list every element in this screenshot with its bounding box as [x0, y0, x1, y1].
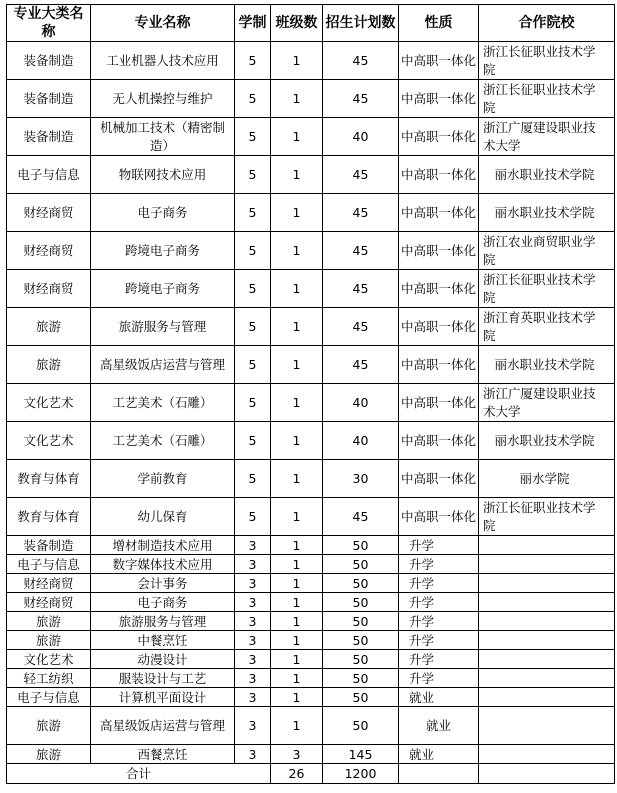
- classes-cell: 1: [271, 688, 323, 707]
- classes-cell: 1: [271, 555, 323, 574]
- major-cell: 中餐烹饪: [91, 631, 235, 650]
- years-cell: 3: [235, 707, 271, 745]
- major-cell: 旅游服务与管理: [91, 308, 235, 346]
- school-cell: [479, 707, 615, 745]
- plan-cell: 45: [323, 498, 399, 536]
- school-cell: 丽水学院: [479, 460, 615, 498]
- type-cell: 中高职一体化: [399, 80, 479, 118]
- major-cell: 动漫设计: [91, 650, 235, 669]
- years-cell: 3: [235, 669, 271, 688]
- school-cell: 浙江长征职业技术学院: [479, 270, 615, 308]
- type-cell: 中高职一体化: [399, 42, 479, 80]
- school-cell: [479, 631, 615, 650]
- table-row: [7, 593, 615, 612]
- category-cell: 文化艺术: [7, 422, 91, 460]
- school-cell: [479, 745, 615, 764]
- classes-cell: 1: [271, 631, 323, 650]
- classes-cell: 1: [271, 270, 323, 308]
- years-cell: 5: [235, 270, 271, 308]
- type-cell: 升学: [399, 536, 479, 555]
- type-cell: 中高职一体化: [399, 118, 479, 156]
- type-cell: 中高职一体化: [399, 270, 479, 308]
- major-cell: 增材制造技术应用: [91, 536, 235, 555]
- school-cell: [479, 669, 615, 688]
- major-cell: 电子商务: [91, 194, 235, 232]
- plan-cell: 145: [323, 745, 399, 764]
- table-row: [7, 422, 615, 460]
- table-body: [7, 42, 615, 764]
- type-cell: 升学: [399, 631, 479, 650]
- category-cell: 教育与体育: [7, 460, 91, 498]
- table-row: [7, 536, 615, 555]
- plan-cell: 40: [323, 118, 399, 156]
- plan-cell: 45: [323, 270, 399, 308]
- major-cell: 高星级饭店运营与管理: [91, 346, 235, 384]
- years-cell: 5: [235, 80, 271, 118]
- school-cell: 浙江农业商贸职业学院: [479, 232, 615, 270]
- major-cell: 数字媒体技术应用: [91, 555, 235, 574]
- school-cell: 浙江广厦建设职业技术大学: [479, 118, 615, 156]
- category-cell: 电子与信息: [7, 688, 91, 707]
- category-cell: 旅游: [7, 346, 91, 384]
- school-cell: 浙江育英职业技术学院: [479, 308, 615, 346]
- table-row: [7, 308, 615, 346]
- header-row: [7, 5, 615, 42]
- school-cell: 丽水职业技术学院: [479, 346, 615, 384]
- plan-cell: 45: [323, 308, 399, 346]
- classes-cell: 1: [271, 650, 323, 669]
- category-cell: 装备制造: [7, 42, 91, 80]
- table-row: [7, 384, 615, 422]
- table-row: [7, 688, 615, 707]
- major-cell: 跨境电子商务: [91, 232, 235, 270]
- category-cell: 财经商贸: [7, 593, 91, 612]
- header-classes: 班级数: [271, 5, 323, 42]
- classes-cell: 1: [271, 118, 323, 156]
- years-cell: 5: [235, 232, 271, 270]
- total-school-empty: [479, 764, 615, 784]
- type-cell: 就业: [399, 688, 479, 707]
- table-row: [7, 118, 615, 156]
- category-cell: 财经商贸: [7, 270, 91, 308]
- table-row: [7, 574, 615, 593]
- years-cell: 5: [235, 42, 271, 80]
- major-cell: 物联网技术应用: [91, 156, 235, 194]
- years-cell: 5: [235, 460, 271, 498]
- classes-cell: 1: [271, 384, 323, 422]
- major-cell: 幼儿保育: [91, 498, 235, 536]
- classes-cell: 1: [271, 460, 323, 498]
- years-cell: 3: [235, 631, 271, 650]
- category-cell: 装备制造: [7, 80, 91, 118]
- type-cell: 升学: [399, 574, 479, 593]
- years-cell: 3: [235, 555, 271, 574]
- years-cell: 3: [235, 574, 271, 593]
- category-cell: 旅游: [7, 612, 91, 631]
- table-row: [7, 346, 615, 384]
- major-cell: 电子商务: [91, 593, 235, 612]
- years-cell: 5: [235, 156, 271, 194]
- school-cell: 丽水职业技术学院: [479, 422, 615, 460]
- school-cell: [479, 612, 615, 631]
- classes-cell: 1: [271, 574, 323, 593]
- plan-cell: 50: [323, 707, 399, 745]
- total-type-empty: [399, 764, 479, 784]
- school-cell: [479, 650, 615, 669]
- table-row: [7, 80, 615, 118]
- major-cell: 机械加工技术（精密制造）: [91, 118, 235, 156]
- table-row: [7, 612, 615, 631]
- plan-cell: 45: [323, 194, 399, 232]
- school-cell: 浙江长征职业技术学院: [479, 80, 615, 118]
- classes-cell: 1: [271, 232, 323, 270]
- years-cell: 5: [235, 384, 271, 422]
- plan-cell: 50: [323, 612, 399, 631]
- school-cell: 浙江广厦建设职业技术大学: [479, 384, 615, 422]
- header-major: 专业名称: [91, 5, 235, 42]
- table-row: [7, 555, 615, 574]
- category-cell: 旅游: [7, 308, 91, 346]
- total-plan: 1200: [323, 764, 399, 784]
- type-cell: 升学: [399, 555, 479, 574]
- school-cell: 丽水职业技术学院: [479, 194, 615, 232]
- header-school: 合作院校: [479, 5, 615, 42]
- school-cell: [479, 574, 615, 593]
- header-category: 专业大类名称: [7, 5, 91, 42]
- header-years: 学制: [235, 5, 271, 42]
- classes-cell: 1: [271, 669, 323, 688]
- type-cell: 中高职一体化: [399, 156, 479, 194]
- type-cell: 中高职一体化: [399, 232, 479, 270]
- school-cell: [479, 688, 615, 707]
- plan-cell: 50: [323, 631, 399, 650]
- category-cell: 财经商贸: [7, 574, 91, 593]
- years-cell: 3: [235, 688, 271, 707]
- category-cell: 财经商贸: [7, 194, 91, 232]
- plan-cell: 40: [323, 422, 399, 460]
- table-row: [7, 745, 615, 764]
- table-row: [7, 270, 615, 308]
- type-cell: 中高职一体化: [399, 346, 479, 384]
- major-cell: 服装设计与工艺: [91, 669, 235, 688]
- category-cell: 轻工纺织: [7, 669, 91, 688]
- header-type: 性质: [399, 5, 479, 42]
- plan-cell: 45: [323, 346, 399, 384]
- table-row: [7, 498, 615, 536]
- category-cell: 电子与信息: [7, 156, 91, 194]
- plan-cell: 50: [323, 669, 399, 688]
- major-cell: 工艺美术（石雕）: [91, 384, 235, 422]
- years-cell: 3: [235, 650, 271, 669]
- school-cell: 浙江长征职业技术学院: [479, 498, 615, 536]
- total-classes: 26: [271, 764, 323, 784]
- type-cell: 中高职一体化: [399, 498, 479, 536]
- school-cell: 浙江长征职业技术学院: [479, 42, 615, 80]
- table-row: [7, 707, 615, 745]
- major-cell: 跨境电子商务: [91, 270, 235, 308]
- major-cell: 无人机操控与维护: [91, 80, 235, 118]
- type-cell: 中高职一体化: [399, 384, 479, 422]
- plan-cell: 40: [323, 384, 399, 422]
- table-row: [7, 460, 615, 498]
- years-cell: 3: [235, 745, 271, 764]
- years-cell: 5: [235, 118, 271, 156]
- type-cell: 中高职一体化: [399, 460, 479, 498]
- major-cell: 工艺美术（石雕）: [91, 422, 235, 460]
- plan-cell: 45: [323, 232, 399, 270]
- years-cell: 5: [235, 308, 271, 346]
- enrollment-plan-table: [6, 4, 615, 784]
- type-cell: 中高职一体化: [399, 422, 479, 460]
- plan-cell: 45: [323, 80, 399, 118]
- plan-cell: 45: [323, 42, 399, 80]
- plan-cell: 50: [323, 574, 399, 593]
- classes-cell: 1: [271, 156, 323, 194]
- table-row: [7, 631, 615, 650]
- school-cell: [479, 555, 615, 574]
- category-cell: 电子与信息: [7, 555, 91, 574]
- plan-cell: 50: [323, 650, 399, 669]
- major-cell: 会计事务: [91, 574, 235, 593]
- table-row: [7, 232, 615, 270]
- type-cell: 升学: [399, 669, 479, 688]
- classes-cell: 1: [271, 707, 323, 745]
- plan-cell: 50: [323, 536, 399, 555]
- major-cell: 高星级饭店运营与管理: [91, 707, 235, 745]
- total-label: 合计: [7, 764, 271, 784]
- classes-cell: 1: [271, 612, 323, 631]
- type-cell: 就业: [399, 745, 479, 764]
- years-cell: 5: [235, 346, 271, 384]
- category-cell: 旅游: [7, 631, 91, 650]
- years-cell: 3: [235, 612, 271, 631]
- category-cell: 文化艺术: [7, 650, 91, 669]
- major-cell: 旅游服务与管理: [91, 612, 235, 631]
- classes-cell: 3: [271, 745, 323, 764]
- classes-cell: 1: [271, 80, 323, 118]
- type-cell: 就业: [399, 707, 479, 745]
- category-cell: 财经商贸: [7, 232, 91, 270]
- plan-cell: 50: [323, 555, 399, 574]
- major-cell: 工业机器人技术应用: [91, 42, 235, 80]
- header-plan: 招生计划数: [323, 5, 399, 42]
- type-cell: 中高职一体化: [399, 308, 479, 346]
- years-cell: 5: [235, 194, 271, 232]
- category-cell: 装备制造: [7, 118, 91, 156]
- category-cell: 旅游: [7, 745, 91, 764]
- plan-cell: 50: [323, 688, 399, 707]
- plan-cell: 50: [323, 593, 399, 612]
- classes-cell: 1: [271, 346, 323, 384]
- major-cell: 西餐烹饪: [91, 745, 235, 764]
- school-cell: 丽水职业技术学院: [479, 156, 615, 194]
- total-row: [7, 764, 615, 784]
- classes-cell: 1: [271, 536, 323, 555]
- category-cell: 装备制造: [7, 536, 91, 555]
- classes-cell: 1: [271, 308, 323, 346]
- table-row: [7, 669, 615, 688]
- table-row: [7, 156, 615, 194]
- years-cell: 3: [235, 536, 271, 555]
- type-cell: 升学: [399, 593, 479, 612]
- major-cell: 学前教育: [91, 460, 235, 498]
- table-row: [7, 194, 615, 232]
- plan-cell: 30: [323, 460, 399, 498]
- years-cell: 3: [235, 593, 271, 612]
- classes-cell: 1: [271, 498, 323, 536]
- school-cell: [479, 536, 615, 555]
- years-cell: 5: [235, 498, 271, 536]
- table-row: [7, 42, 615, 80]
- type-cell: 升学: [399, 612, 479, 631]
- major-cell: 计算机平面设计: [91, 688, 235, 707]
- type-cell: 中高职一体化: [399, 194, 479, 232]
- classes-cell: 1: [271, 42, 323, 80]
- category-cell: 文化艺术: [7, 384, 91, 422]
- plan-cell: 45: [323, 156, 399, 194]
- type-cell: 升学: [399, 650, 479, 669]
- classes-cell: 1: [271, 194, 323, 232]
- classes-cell: 1: [271, 593, 323, 612]
- table-row: [7, 650, 615, 669]
- years-cell: 5: [235, 422, 271, 460]
- classes-cell: 1: [271, 422, 323, 460]
- category-cell: 教育与体育: [7, 498, 91, 536]
- category-cell: 旅游: [7, 707, 91, 745]
- school-cell: [479, 593, 615, 612]
